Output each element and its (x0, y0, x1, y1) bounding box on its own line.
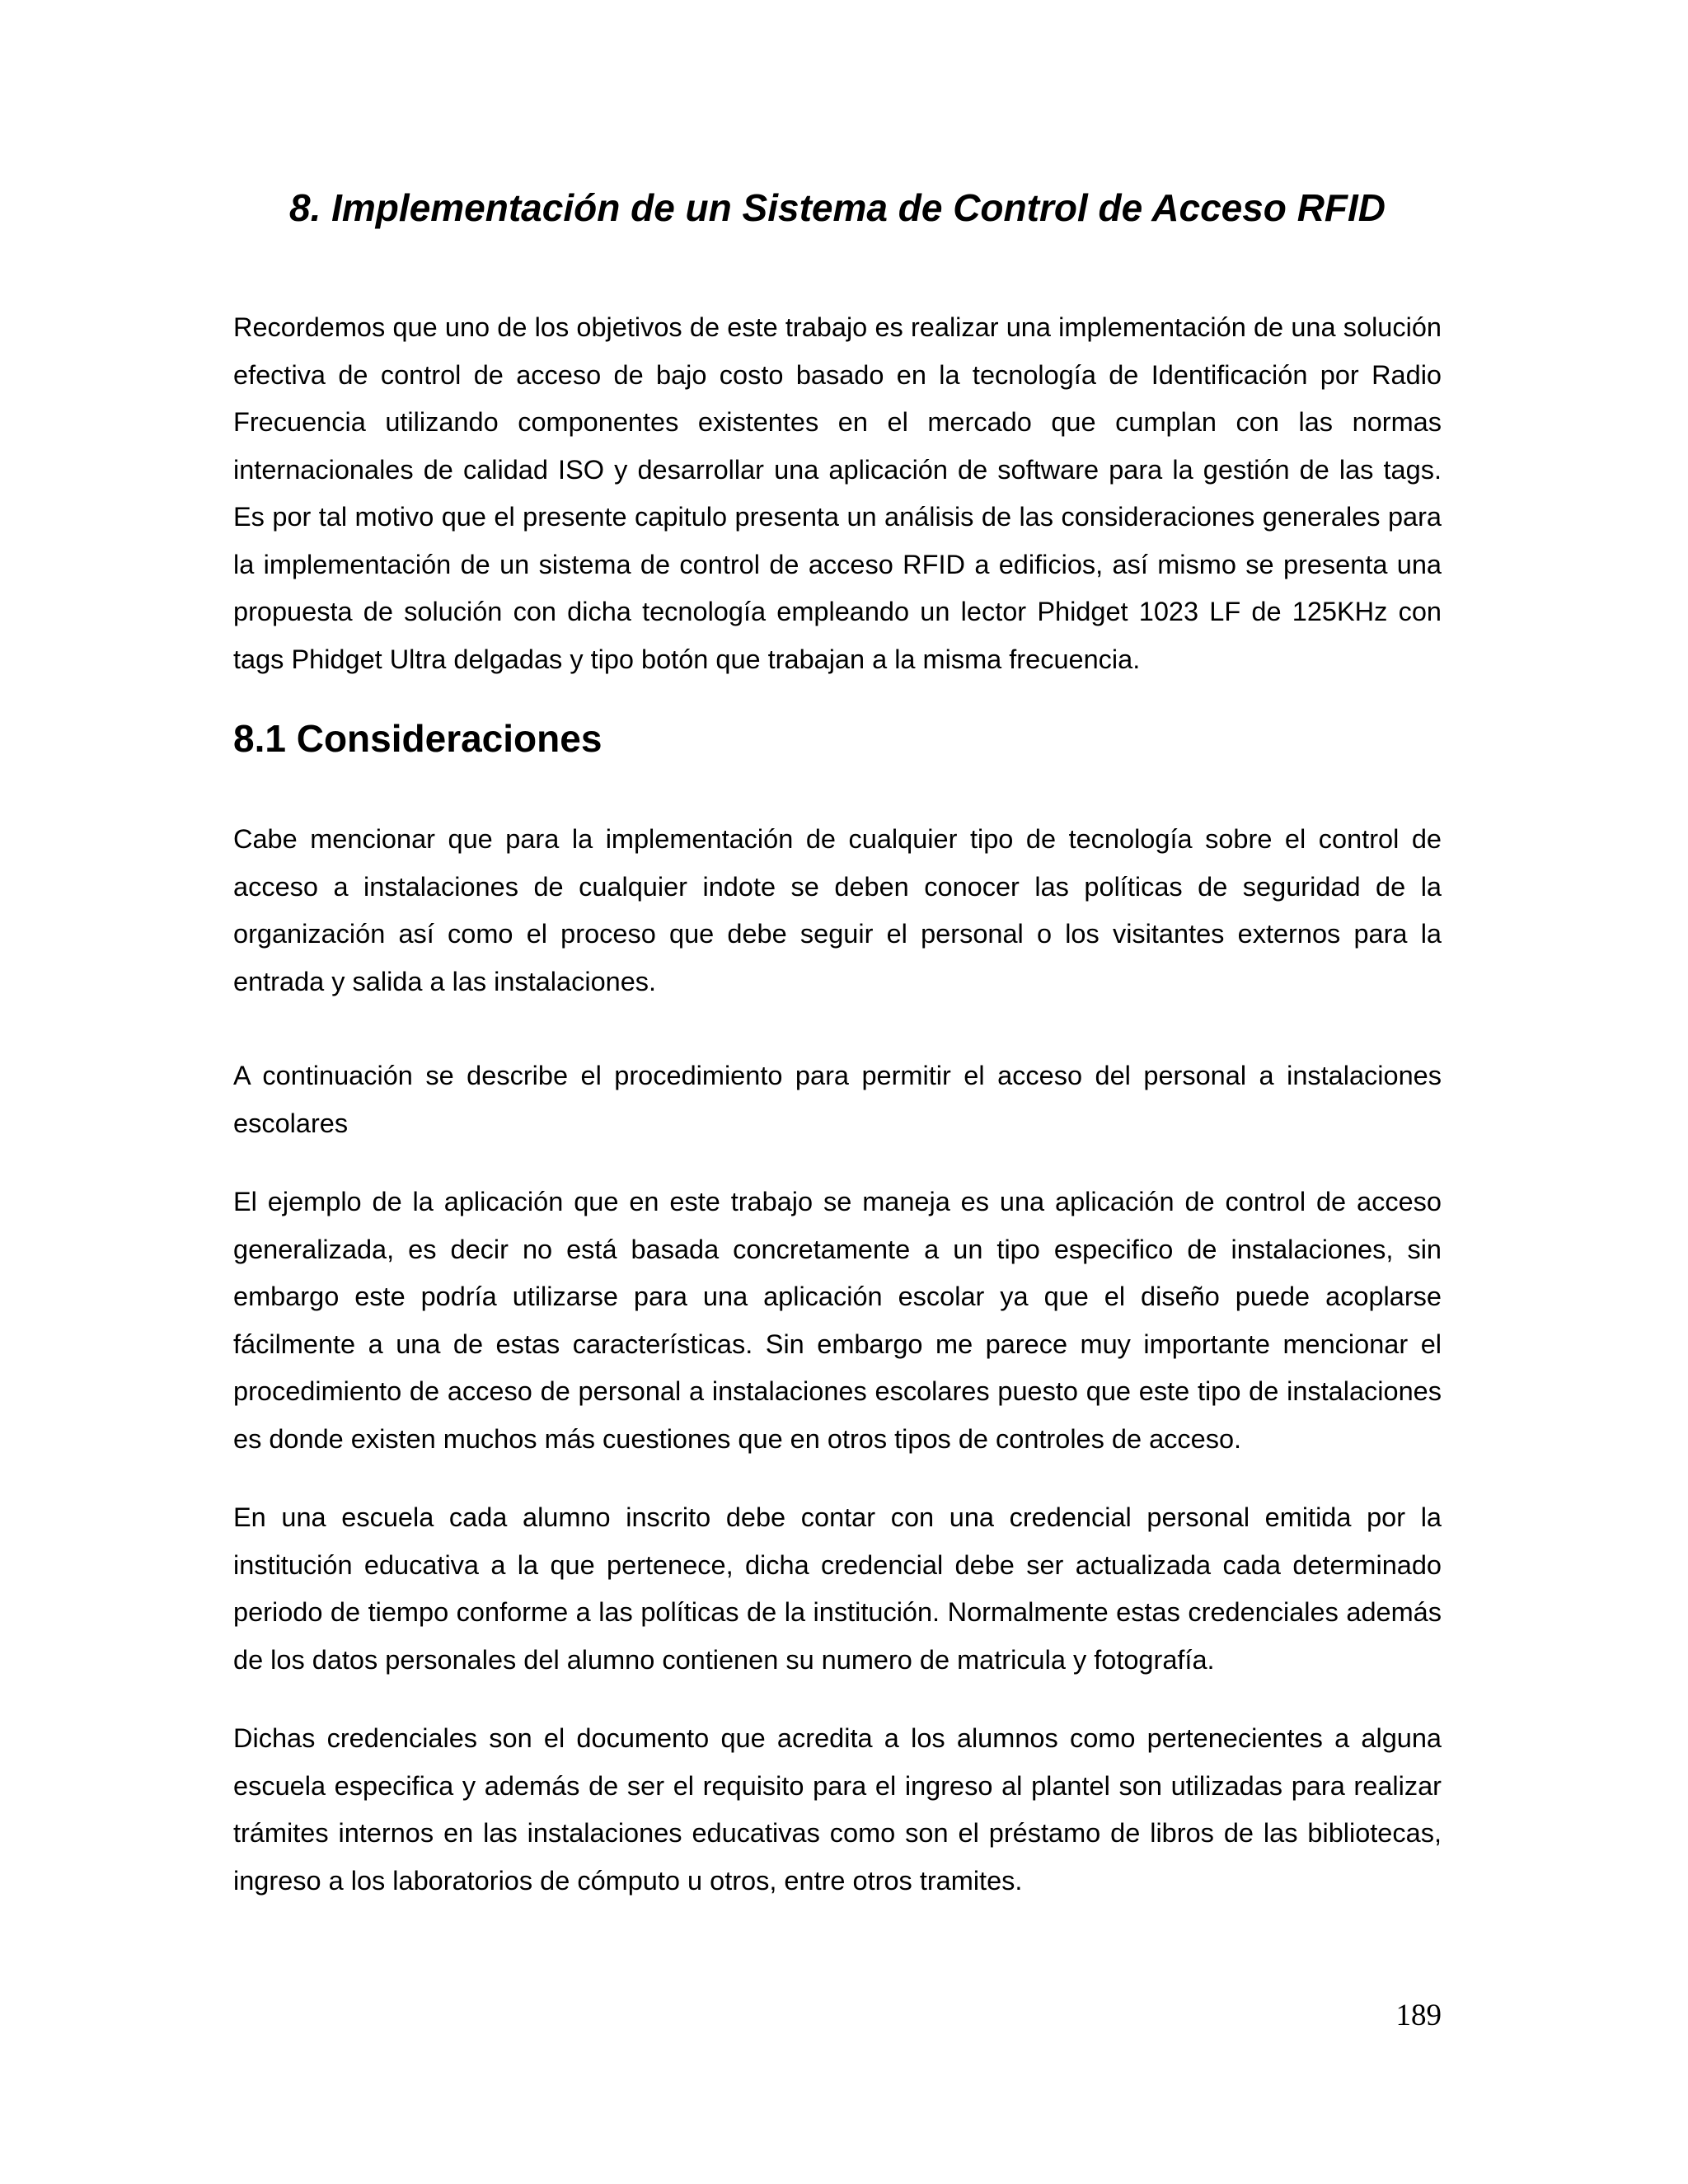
chapter-title: 8. Implementación de un Sistema de Control de Acceso RFID (288, 186, 1386, 229)
page-number: 189 (1395, 1999, 1442, 2032)
paragraph-credenciales: Dichas credenciales son el documento que acredita a los alumnos como pertenecientes a alguna escuela especifica y además de ser el requisito para el ingreso al plantel son utilizadas para realizar trámites internos en las instalaciones educativas como son el préstamo de libros de las bibliotecas, ingreso a los laboratorios de cómputo u otros, entre otros tramites. (233, 1723, 1442, 1896)
section-title: 8.1 Consideraciones (233, 717, 603, 760)
paragraph-escuela: En una escuela cada alumno inscrito debe contar con una credencial personal emitida por la institución educativa a la que pertenece, dicha credencial debe ser actualizada cada determinado periodo de tiempo conforme a las políticas de la institución. Normalmente estas credenciales además de los datos personales del alumno contienen su numero de matricula y fotografía. (233, 1502, 1442, 1675)
paragraph-intro: Recordemos que uno de los objetivos de este trabajo es realizar una implementación de una solución efectiva de control de acceso de bajo costo basado en la tecnología de Identificación por Radio Frecuencia utilizando componentes existentes en el mercado que cumplan con las normas internacionales de calidad ISO y desarrollar una aplicación de software para la gestión de las tags. Es por tal motivo que el presente capitulo presenta un análisis de las consideraciones generales para la implementación de un sistema de control de acceso RFID a edificios, así mismo se presenta una propuesta de solución con dicha tecnología empleando un lector Phidget 1023 LF de 125KHz con tags Phidget Ultra delgadas y tipo botón que trabajan a la misma frecuencia. (233, 312, 1442, 674)
page-content (233, 304, 1442, 1905)
paragraph-ejemplo: El ejemplo de la aplicación que en este trabajo se maneja es una aplicación de control de acceso generalizada, es decir no está basada concretamente a un tipo especifico de instalaciones, sin embargo este podría utilizarse para una aplicación escolar ya que el diseño puede acoplarse fácilmente a una de estas características. Sin embargo me parece muy importante mencionar el procedimiento de acceso de personal a instalaciones escolares puesto que este tipo de instalaciones es donde existen muchos más cuestiones que en otros tipos de controles de acceso. (233, 1187, 1442, 1454)
paragraph-consideraciones: Cabe mencionar que para la implementación de cualquier tipo de tecnología sobre el control de acceso a instalaciones de cualquier indote se deben conocer las políticas de seguridad de la organización así como el proceso que debe seguir el personal o los visitantes externos para la entrada y salida a las instalaciones. (233, 824, 1442, 996)
paragraph-continuacion: A continuación se describe el procedimiento para permitir el acceso del personal a instalaciones escolares (233, 1061, 1442, 1138)
